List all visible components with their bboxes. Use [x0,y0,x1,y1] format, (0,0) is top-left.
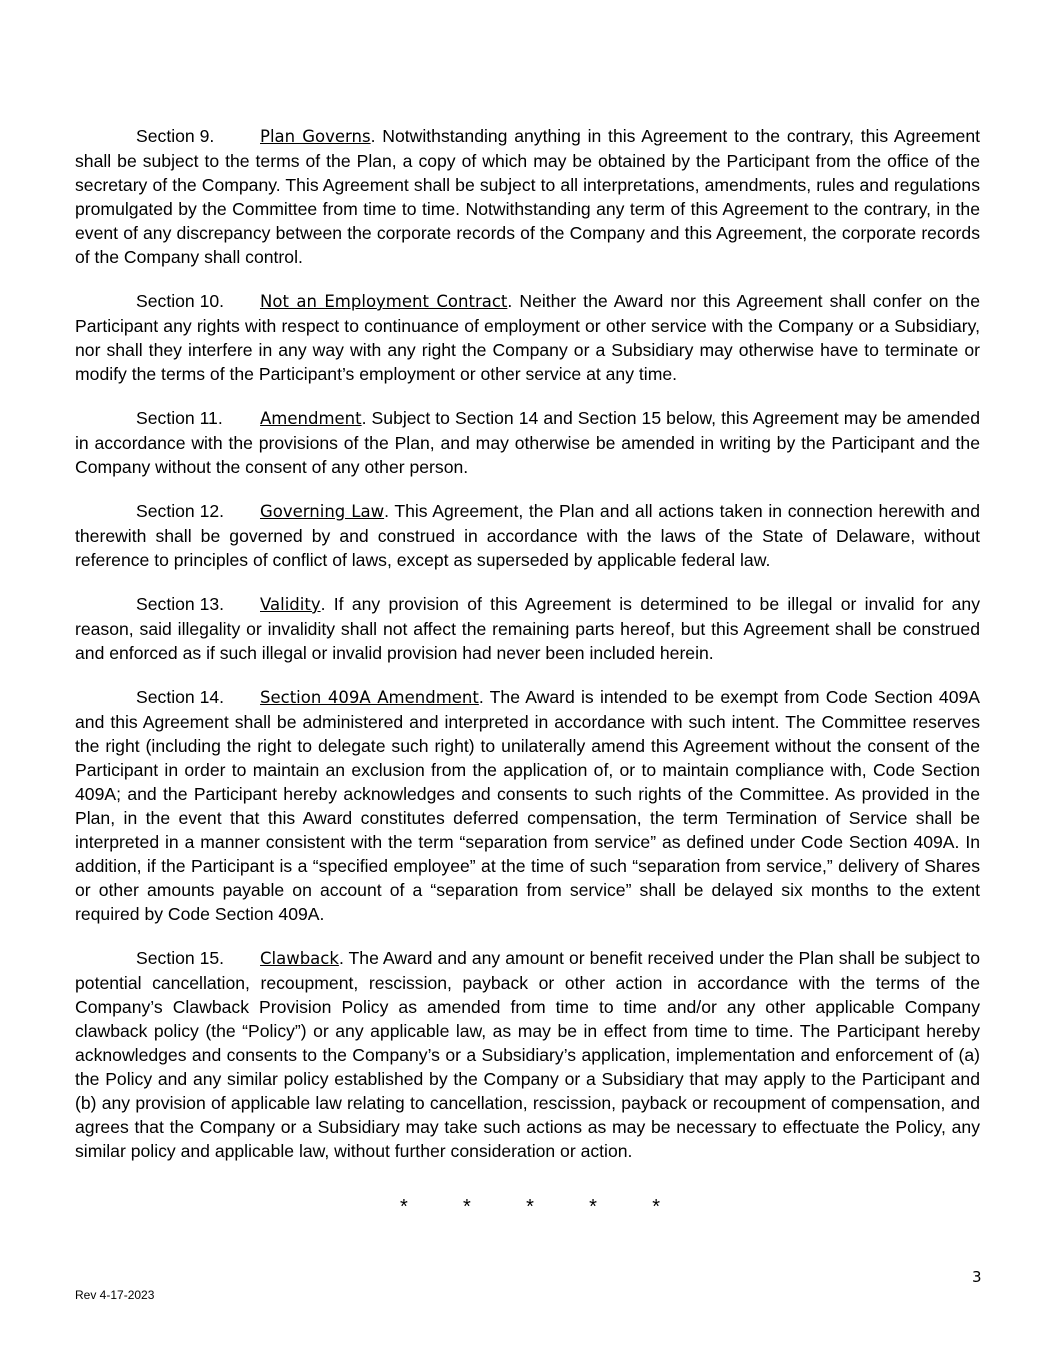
section-10 [75,289,980,386]
section-body: . This Agreement, the Plan and all actions taken in connection herewith and therewith shall be governed by and construed in accordance with the laws of the State of Delaware, without reference to principles of conflict of laws, except as superseded by applicable federal law. [75,501,980,570]
section-number: Section 14. [136,687,225,707]
star-mark: * [463,1196,471,1218]
section-number: Section 9. [136,126,215,146]
section-9 [75,124,980,269]
section-title: Section 409A Amendment [260,688,479,707]
section-title: Plan Governs [260,127,371,146]
section-title: Validity [260,595,321,614]
revision-date: Rev 4-17-2023 [75,1288,155,1302]
page-number: 3 [972,1268,982,1286]
star-mark: * [589,1196,597,1218]
section-body: . Subject to Section 14 and Section 15 below, this Agreement may be amended in accordance with the provisions of the Plan, and may otherwise be amended in writing by the Participant and the Company without the consent of any other person. [75,408,980,477]
section-divider-stars [400,1196,660,1219]
section-body: . The Award and any amount or benefit received under the Plan shall be subject to potential cancellation, recoupment, rescission, payback or other action in accordance with the terms of the Company’s Clawback Provision Policy as amended from time to time and/or any other applicable Company clawback policy (the “Policy”) or any applicable law, as may be in effect from time to time. The Participant hereby acknowledges and consents to the Company’s or a Subsidiary’s application, implementation and enforcement of (a) the Policy and any similar policy established by the Company or a Subsidiary that may apply to the Participant and (b) any provision of applicable law relating to cancellation, rescission, payback or recoupment of compensation, and agrees that the Company or a Subsidiary may take such actions as may be necessary to effectuate the Policy, any similar policy and applicable law, without further consideration or action. [75,948,980,1161]
section-title: Not an Employment Contract [260,292,508,311]
section-15 [75,946,980,1163]
section-13 [75,592,980,665]
section-title: Governing Law [260,502,385,521]
section-14 [75,685,980,926]
section-body: . The Award is intended to be exempt from Code Section 409A and this Agreement shall be administered and interpreted in accordance with such intent. The Committee reserves the right (including the right to delegate such right) to unilaterally amend this Agreement without the consent of the Participant in order to maintain an exclusion from the application of, or to maintain compliance with, Code Section 409A; and the Participant hereby acknowledges and consents to such rights of the Committee. As provided in the Plan, in the event that this Award constitutes deferred compensation, the term Termination of Service shall be interpreted in a manner consistent with the term “separation from service” as defined under Code Section 409A. In addition, if the Participant is a “specified employee” at the time of such “separation from service,” delivery of Shares or other amounts payable on account of a “separation from service” shall be delayed six months to the extent required by Code Section 409A. [75,687,981,924]
section-number: Section 13. [136,594,225,614]
section-title: Clawback [260,949,339,968]
section-number: Section 12. [136,501,225,521]
star-mark: * [400,1196,408,1218]
section-number: Section 10. [136,291,225,311]
star-mark: * [652,1196,660,1218]
section-11 [75,406,980,479]
section-title: Amendment [260,409,362,428]
section-body: . Neither the Award nor this Agreement shall confer on the Participant any rights with respect to continuance of employment or other service with the Company or a Subsidiary, nor shall they interfere in any way with any right the Company or a Subsidiary may otherwise have to terminate or modify the terms of the Participant’s employment or other service at any time. [75,291,980,384]
section-body: . Notwithstanding anything in this Agreement to the contrary, this Agreement shall be subject to the terms of the Plan, a copy of which may be obtained by the Participant from the office of the secretary of the Company. This Agreement shall be subject to all interpretations, amendments, rules and regulations promulgated by the Committee from time to time. Notwithstanding any term of this Agreement to the contrary, in the event of any discrepancy between the corporate records of the Company and this Agreement, the corporate records of the Company shall control. [75,126,980,267]
section-12 [75,499,980,572]
section-number: Section 11. [136,408,223,428]
section-number: Section 15. [136,948,225,968]
star-mark: * [526,1196,534,1218]
section-body: . If any provision of this Agreement is determined to be illegal or invalid for any reason, said illegality or invalidity shall not affect the remaining parts hereof, but this Agreement shall be construed and enforced as if such illegal or invalid provision had never been included herein. [75,594,980,663]
document-body [75,124,980,1183]
